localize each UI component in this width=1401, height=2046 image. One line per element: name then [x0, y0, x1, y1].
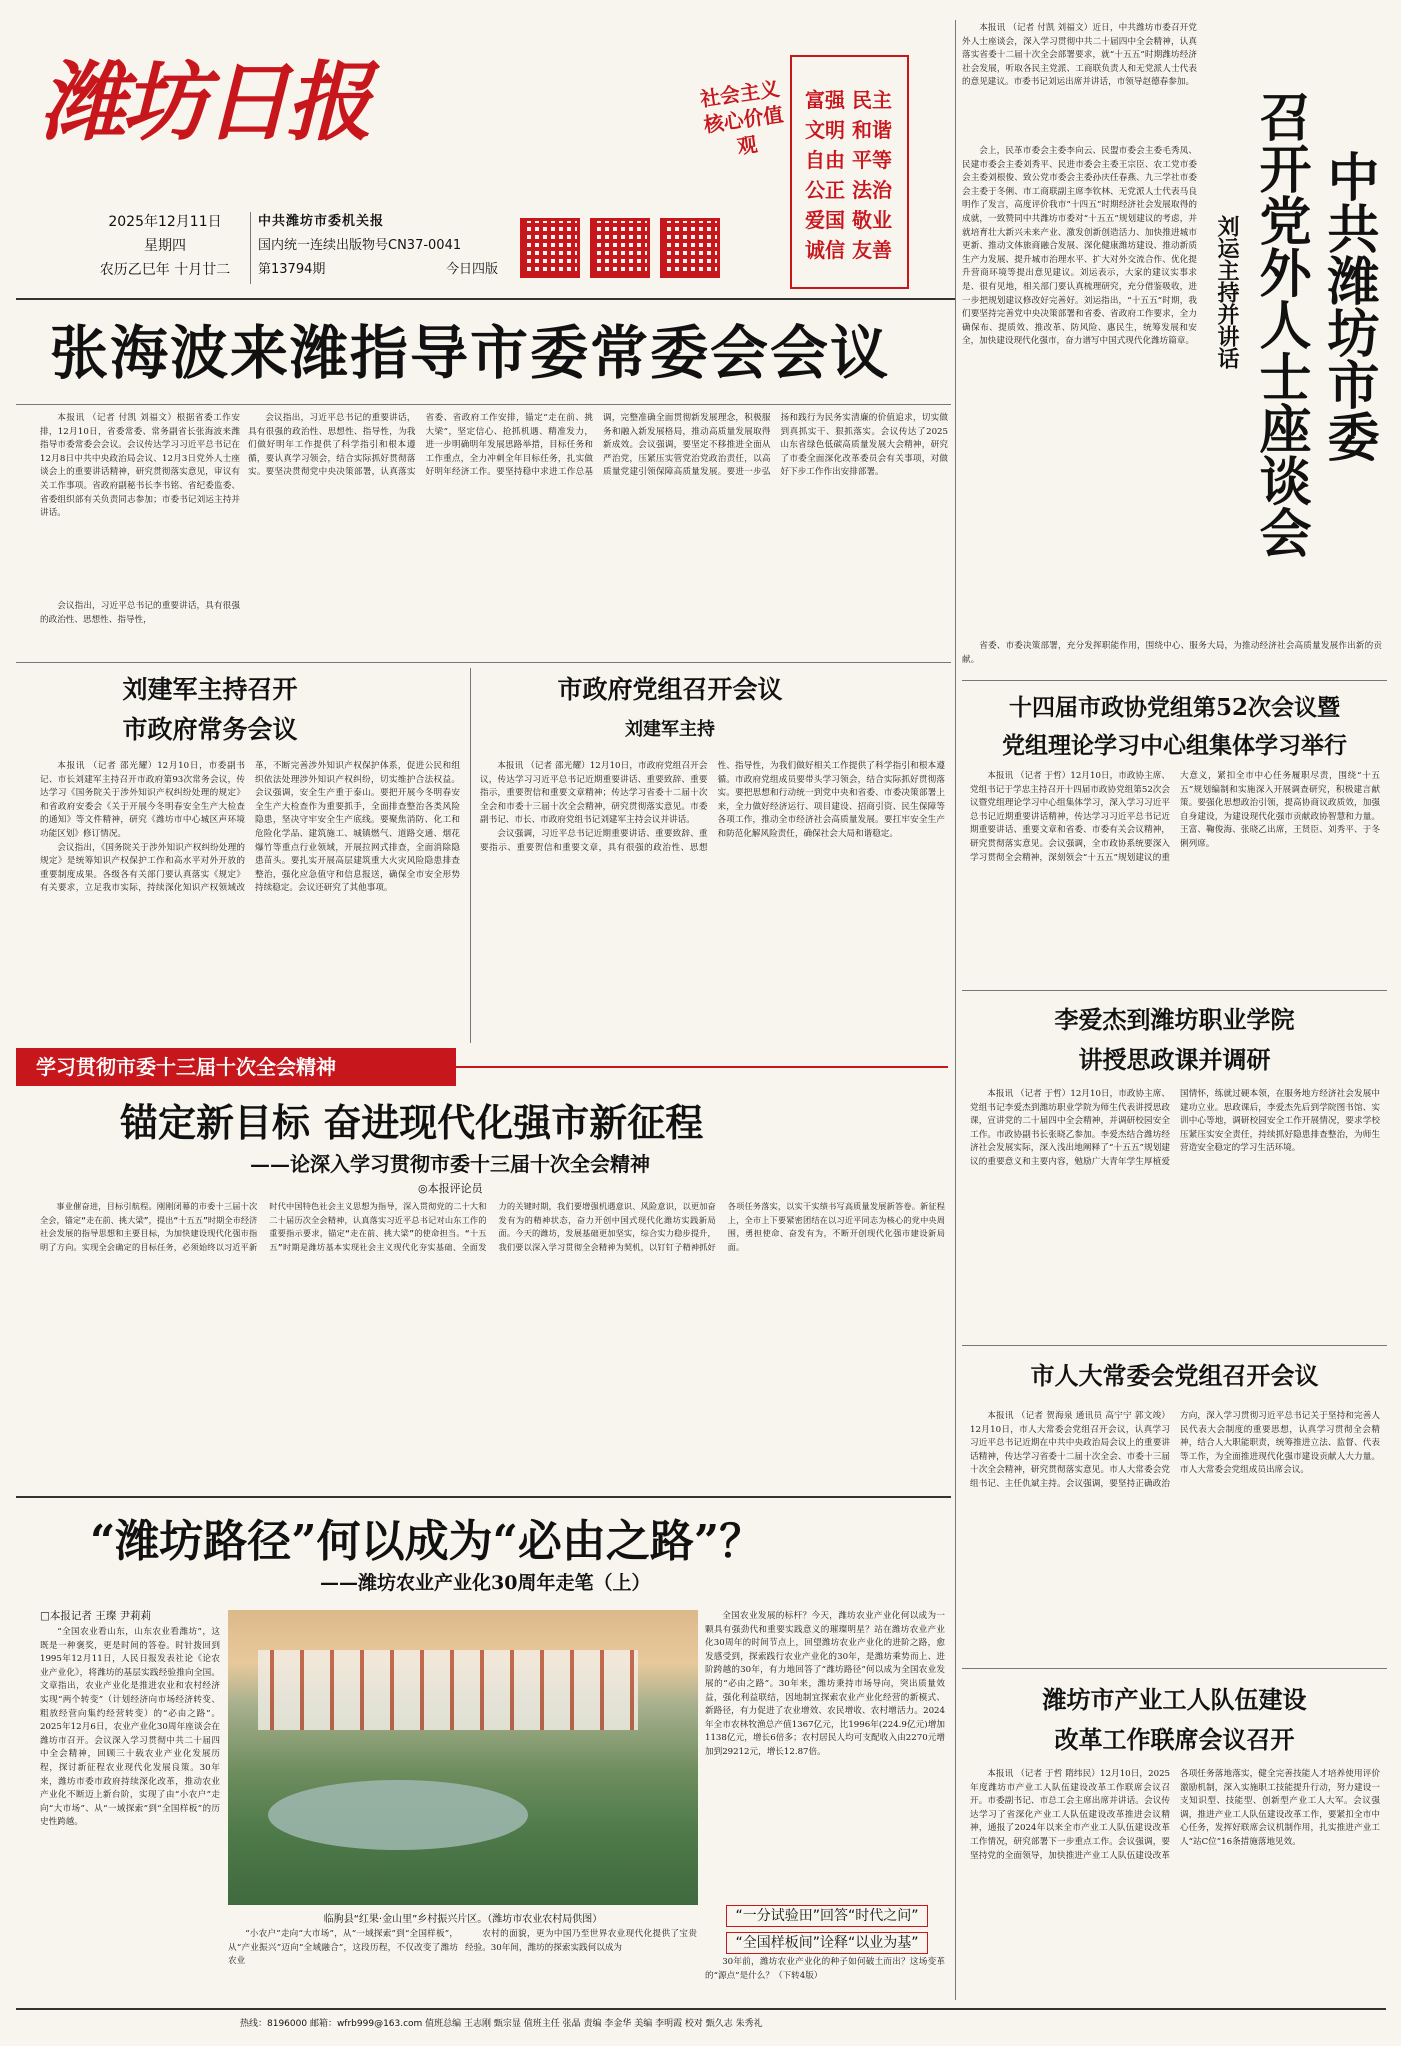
date-box [90, 210, 240, 282]
qr-code-icon[interactable] [590, 218, 650, 278]
column-divider [470, 668, 471, 1043]
rule [962, 1668, 1387, 1669]
footer-rule [16, 2008, 1386, 2010]
qr-code-icon[interactable] [520, 218, 580, 278]
lead-headline-wrap [50, 318, 930, 388]
section-banner: 学习贯彻市委十三届十次全会精神 [16, 1048, 456, 1086]
visit-title-2: 讲授思政课并调研 [1078, 1045, 1271, 1074]
lead-byline: 本报讯 （记者 付凯 刘福文）根据省委工作安排，12月10日，省委常委、常务副省长张海波来潍指导市委常委会会议。会议传达学习习近平总书记在12月8日中共中央政治局会议、12月3日党外人士座谈会上的重要讲话精神，研究贯彻落实意见，审议有关工作事项。省政府副秘书长李书铭、省纪委监委、省委组织部有关负责同志参加；市委书记刘运主持并讲话。 [40, 413, 240, 519]
party-title: 市政府党组召开会议 [557, 675, 783, 704]
forum-title-line1: 中共潍坊市委 [1318, 150, 1379, 462]
rule [962, 680, 1387, 681]
page-count: 今日四版 [445, 262, 498, 277]
publication-info [258, 210, 498, 282]
feature-body-2a: “小农户”走向“大市场”，从“一域探索”到“全国样板”，从“产业振兴”迈向“全域融合”，这段历程，不仅改变了潍坊农业 [228, 1929, 458, 1967]
visit-title-1: 李爱杰到潍坊职业学院 [1054, 1005, 1295, 1034]
govt-title-2: 市政府常务会议 [122, 715, 298, 744]
npc-title: 市人大常委会党组召开会议 [1030, 1361, 1319, 1390]
forum-subtitle: 刘运主持并讲话 [1214, 215, 1240, 369]
govt-title-1: 刘建军主持召开 [122, 675, 298, 704]
feature-body3: 30年前，潍坊农业产业化的种子如何破土而出？这场变革的“源点”是什么？（下转4版） [705, 1957, 945, 1981]
union-title-1: 潍坊市产业工人队伍建设 [1042, 1685, 1307, 1714]
lead-body: 会议指出，习近平总书记的重要讲话，具有很强的政治性、思想性、指导性，为我们做好明年工作提供了科学指引和根本遵循，要认真学习领会，结合实际抓好贯彻落实。要坚决贯彻党中央决策部署，认真落实省委、省政府工作安排，锚定“走在前、挑大梁”，坚定信心、抢抓机遇、精准发力，进一步明确明年发展思路举措，目标任务和工作重点，全力冲刺全年目标任务，扎实做好明年经济工作。要坚持稳中求进工作总基调，完整准确全面贯彻新发展理念，积极服务和融入新发展格局，推动高质量发展取得新成效。会议强调，要坚定不移推进全面从严治党，压紧压实管党治党政治责任，以高质量党建引领保障高质量发展。要进一步弘扬和践行为民务实清廉的价值追求，切实做到真抓实干、狠抓落实。会议传达了2025山东省绿色低碳高质量发展大会精神，研究了市委全面深化改革委员会有关事项，对做好下步工作作出安排部署。 [248, 413, 948, 478]
feature-title: “潍坊路径”何以成为“必由之路”？ [90, 1516, 764, 1567]
cppcc-title-2: 党组理论学习中心组集体学习举行 [1002, 732, 1347, 759]
lead-headline: 张海波来潍指导市委常委会会议 [50, 319, 891, 387]
cppcc-article: 本报讯 （记者 于哲）12月10日，市政协主席、党组书记于学忠主持召开十四届市政协党组第52次会议暨党组理论学习中心组集体学习，深入学习习近平总书记近期重要讲话精神，传达学习习近平总书记近期重要讲话、重要文章和省委、市委有关会议精神，研究贯彻落实意见。会议强调，全市政协系统要深入学习贯彻全会精神，深刻领会“十五五”规划建议的重大意义，紧扣全市中心任务履职尽责，围绕“十五五”规划编制和实施深入开展调查研究，积极建言献策。要强化思想政治引领，提高协商议政质效，加强自身建设，为建设现代化强市贡献政协智慧和力量。王富、鞠俊海、张晓乙出席，王贤臣、刘秀平、于冬俐列席。 [970, 771, 1380, 863]
rule [962, 1345, 1387, 1346]
pond [268, 1780, 528, 1850]
footer-credits: 热线：8196000 邮箱：wfrb999@163.com 值班总编 王志刚 甄宗显 值班主任 张晶 责编 李金华 美编 李明霞 校对 甄久志 朱秀礼 [240, 2019, 763, 2029]
editorial-byline: ◎本报评论员 [418, 1182, 483, 1195]
union-title-2: 改革工作联席会议召开 [1054, 1725, 1295, 1754]
lunar-date: 农历乙巳年 十月廿二 [99, 262, 231, 278]
editorial-title: 锚定新目标 奋进现代化强市新征程 [120, 1100, 704, 1145]
feature-body2: 全国农业发展的标杆？今天，潍坊农业产业化何以成为一颗具有强劲代和重要实践意义的璀璨明星？站在潍坊农业产业化30周年的时间节点上，回望潍坊农业产业化的进阶之路，愈发感受到，探索践行农业产业化的30年，是潍坊乘势而上、进阶跨越的30年，有力地回答了“潍坊路径”何以成为全国农业发展的“必由之路”。30年来，潍坊秉持市场导向，突出质量效益，强化利益联结，因地制宜探索农业产业化经营的新模式、新路径，有力促进了农业增效、农民增收、农村增活力。2024年全市农林牧渔总产值1367亿元，比1996年(224.9亿元)增加1138亿元，增长6倍多；农村居民人均可支配收入由2270元增加到29212元，增长12.87倍。 [705, 1611, 945, 1757]
editorial-body: 事业催奋进，目标引航程。刚刚闭幕的市委十三届十次全会，锚定“走在前、挑大梁”，提出“十五五”时期全市经济社会发展的指导思想和主要目标，为加快建设现代化强市指明了方向。实现全会确定的目标任务，必须始终以习近平新时代中国特色社会主义思想为指导，深入贯彻党的二十大和二十届历次全会精神，认真落实习近平总书记对山东工作的重要指示要求，锚定“走在前、挑大梁”的使命担当。“十五五”时期是潍坊基本实现社会主义现代化夯实基础、全面发力的关键时期，我们要增强机遇意识、风险意识，以更加奋发有为的精神状态，奋力开创中国式现代化潍坊实践新局面。今天的潍坊，发展基础更加坚实，综合实力稳步提升，我们要以深入学习贯彻全会精神为契机，以钉钉子精神抓好各项任务落实，以实干实绩书写高质量发展新答卷。新征程上，全市上下要紧密团结在以习近平同志为核心的党中央周围，勇担使命、奋发有为，不断开创现代化强市建设新局面。 [40, 1201, 945, 1252]
date: 2025年12月11日 [108, 214, 222, 230]
govt-article: 本报讯 （记者 邵光耀）12月10日，市委副书记、市长刘建军主持召开市政府第93次常务会议，传达学习《国务院关于涉外知识产权纠纷处理的规定》和省政府安委会《关于开展今冬明春安全生产大检查的通知》等文件精神，研究《潍坊市中心城区声环境功能区划》修订情况。 会议指出，《国务院关于涉外知识产权纠纷处理的规定》是统筹知识产权保护工作和高水平对外开放的重要制度成果。各级各有关部门要认真落实《规定》有关要求，立足我市实际，持续深化知识产权领域改革，不断完善涉外知识产权保护体系，促进公民和组织依法处理涉外知识产权纠纷，切实维护合法权益。会议强调，安全生产重于泰山。要把开展今冬明春安全生产大检查作为重要抓手，全面排查整治各类风险隐患，坚决守牢安全生产底线。要聚焦消防、化工和危险化学品、建筑施工、城镇燃气、道路交通、烟花爆竹等重点行业领域，开展拉网式排查，全面消除隐患苗头。要扎实开展高层建筑重大火灾风险隐患排查整治，强化应急值守和信息报送，确保全市安全形势持续稳定。会议还研究了其他事项。 [40, 761, 460, 894]
issue-number: 第13794期 [258, 262, 326, 277]
village-houses [258, 1650, 638, 1730]
forum-byline: 本报讯 （记者 付凯 刘福文）近日，中共潍坊市委召开党外人士座谈会，深入学习贯彻中共二十届四中全会精神，认真落实省委十二届十次全会部署要求，就“十五五”时期潍坊经济社会发展，听取各民主党派、工商联负责人和无党派人士代表的意见建议。市委书记刘运出席并讲话，市领导赵德春参加。 [962, 23, 1197, 88]
masthead-title: 潍坊日报 [40, 52, 368, 153]
cppcc-title-1: 十四届市政协党组第52次会议暨 [1008, 694, 1340, 721]
npc-article: 本报讯 （记者 贺海泉 通讯员 高宁宁 郭文竣）12月10日，市人大常委会党组召开会议，认真学习习近平总书记近期在中共中央政治局会议上的重要讲话精神，传达学习省委十二届十次全会、市委十三届十次全会精神，研究贯彻落实意见。市人大常委会党组书记、主任仇斌主持。会议强调，要坚持正确政治方向，深入学习贯彻习近平总书记关于坚持和完善人民代表大会制度的重要思想，认真学习贯彻全会精神，结合人大职能职责，统筹推进立法、监督、代表等工作，为全面推进现代化强市建设贡献人大力量。市人大常委会党组成员出席会议。 [970, 1411, 1380, 1489]
core-values-slogan: 社会主义核心价值观 [698, 76, 785, 159]
feature-byline: □本报记者 王璨 尹莉莉 [40, 1610, 152, 1622]
feature-photo [228, 1610, 698, 1905]
union-article: 本报讯 （记者 于哲 隋纬民）12月10日，2025年度潍坊市产业工人队伍建设改革工作联席会议召开。市委副书记、市总工会主席出席并讲话。会议传达学习了省深化产业工人队伍建设改革推进会议精神，通报了2024年以来全市产业工人队伍建设改革工作情况，研究部署下一步重点工作。会议强调，要坚持党的全面领导，加快推进产业工人队伍建设改革各项任务落地落实，健全完善技能人才培养使用评价激励机制，深入实施职工技能提升行动，努力建设一支知识型、技能型、创新型产业工人大军。会议强调，推进产业工人队伍建设改革工作，要紧扣全市中心任务，发挥好联席会议机制作用，扎实推进产业工人“站C位”16条措施落地见效。 [970, 1769, 1380, 1861]
feature-subtitle: ——潍坊农业产业化30周年走笔（上） [320, 1572, 651, 1594]
photo-caption: 临朐县“红果·金山里”乡村振兴片区。（潍坊市农业农村局供图） [323, 1914, 603, 1925]
forum-title-line2: 召开党外人士座谈会 [1250, 90, 1311, 558]
feature-body-2b: 农村的面貌，更为中国乃至世界农业现代化提供了宝贵经验。30年间，潍坊的探索实践何以成为 [465, 1929, 697, 1953]
qr-codes [520, 218, 720, 278]
party-article: 本报讯 （记者 邵光耀）12月10日，市政府党组召开会议，传达学习习近平总书记近期重要讲话、重要致辞、重要指示，重要贺信和重要文章精神；传达学习省委十二届十次全会和市委十三届十次全会精神，研究贯彻落实意见。市委副书记、市长、市政府党组书记刘建军主持会议并讲话。 会议强调，习近平总书记近期重要讲话、重要致辞、重要指示、重要贺信和重要文章，具有很强的政治性、思想性、指导性，为我们做好相关工作提供了科学指引和根本遵循。市政府党组成员要带头学习领会，结合实际抓好贯彻落实。要把思想和行动统一到党中央和省委、市委决策部署上来，全力做好经济运行、项目建设、招商引资、民生保障等各项工作，推动全市经济社会高质量发展。要扛牢安全生产和防范化解风险责任，确保社会大局和谐稳定。 [480, 761, 945, 853]
masthead-rule [16, 298, 956, 300]
forum-body-cont: 省委、市委决策部署，充分发挥职能作用，围绕中心、服务大局，为推动经济社会高质量发展作出新的贡献。 [962, 641, 1382, 665]
column-divider [955, 20, 956, 2000]
pull-quote-2: “全国样板间”诠释“以业为基” [726, 1932, 927, 1954]
divider [250, 212, 251, 284]
core-values-list: 富强 民主 文明 和谐 自由 平等 公正 法治 爱国 敬业 诚信 友善 [805, 88, 892, 262]
pull-quote-1: “一分试验田”回答“时代之问” [726, 1905, 927, 1927]
rule [16, 1496, 951, 1498]
cn-number: 国内统一连续出版物号CN37-0041 [258, 238, 462, 253]
rule [16, 662, 951, 663]
pull-quotes [712, 1905, 942, 1955]
forum-body: 会上，民革市委会主委李向云、民盟市委会主委毛秀凤、民建市委会主委刘秀平、民进市委会主委王宗臣、农工党市委会主委刘根俊、致公党市委会主委孙庆任春燕、九三学社市委会主委于冬俐、市工商联副主席李钦林、无党派人士代表马良明作了发言，高度评价我市“十四五”时期经济社会发展取得的成就，一致赞同中共潍坊市委对“十五五”规划建议的考虑，并就培育壮大新兴未来产业、激发创新创造活力、加快推进城市更新、推动文体旅商融合发展、深化健康潍坊建设、推动新质生产力发展、提升城市治理水平、扩大对外交流合作、优化提升营商环境等提出意见建议。刘运表示，大家的建议实事求是、很有见地，相关部门要认真梳理研究，充分借鉴吸收，进一步把规划建议修改好完善好。刘运指出，“十五五”时期，我们要坚持完善党中央决策部署和省委、省政府工作要求，全力确保布、提质效、推改革、防风险、惠民生，统筹发展和安全，加快建设现代化强市，奋力谱写中国式现代化潍坊篇章。 [962, 146, 1197, 347]
rule [16, 404, 951, 405]
banner-rule [436, 1066, 948, 1068]
rule [962, 990, 1387, 991]
party-subtitle: 刘建军主持 [625, 719, 715, 740]
qr-code-icon[interactable] [660, 218, 720, 278]
lead-body-part: 会议指出，习近平总书记的重要讲话，具有很强的政治性、思想性、指导性， [40, 601, 240, 625]
visit-article: 本报讯 （记者 于哲）12月10日，市政协主席、党组书记李爱杰到潍坊职业学院为师生代表讲授思政课，宣讲党的二十届四中全会精神，并调研校园安全工作。市政协副书长张晓乙参加。李爱杰结合潍坊经济社会发展实际，深入浅出地阐释了“十五五”规划建议的重要意义和主要内容，勉励广大青年学生厚植爱国情怀，练就过硬本领，在服务地方经济社会发展中建功立业。思政课后，李爱杰先后到学院图书馆、实训中心等地，调研校园安全工作开展情况，要求学校压紧压实安全责任，持续抓好隐患排查整治，为师生营造安全稳定的学习生活环境。 [970, 1089, 1380, 1167]
organ-label: 中共潍坊市委机关报 [258, 214, 385, 229]
feature-body: “全国农业看山东，山东农业看潍坊”，这既是一种褒奖，更是时间的答卷。时针拨回到1995年12月11日，人民日报发表社论《论农业产业化》，将潍坊的基层实践经验推向全国。文章指出，农业产业化是推进农业和农村经济实现“两个转变”（计划经济向市场经济转变、粗放经营向集约经营转变）的“必由之路”。2025年12月6日，农业产业化30周年座谈会在潍坊市召开。会议深入学习贯彻中共二十届四中全会精神，回顾三十载农业产业化发展历程，探讨新征程农业现代化发展良策。30年来，潍坊市委市政府持续深化改革，推动农业产业化不断迈上新台阶，实现了由“小农户”走向“大市场”、从“一域探索”到“全国样板”的历史性跨越。 [40, 1627, 220, 1828]
weekday: 星期四 [144, 238, 186, 254]
editorial-subtitle: ——论深入学习贯彻市委十三届十次全会精神 [250, 1152, 650, 1176]
